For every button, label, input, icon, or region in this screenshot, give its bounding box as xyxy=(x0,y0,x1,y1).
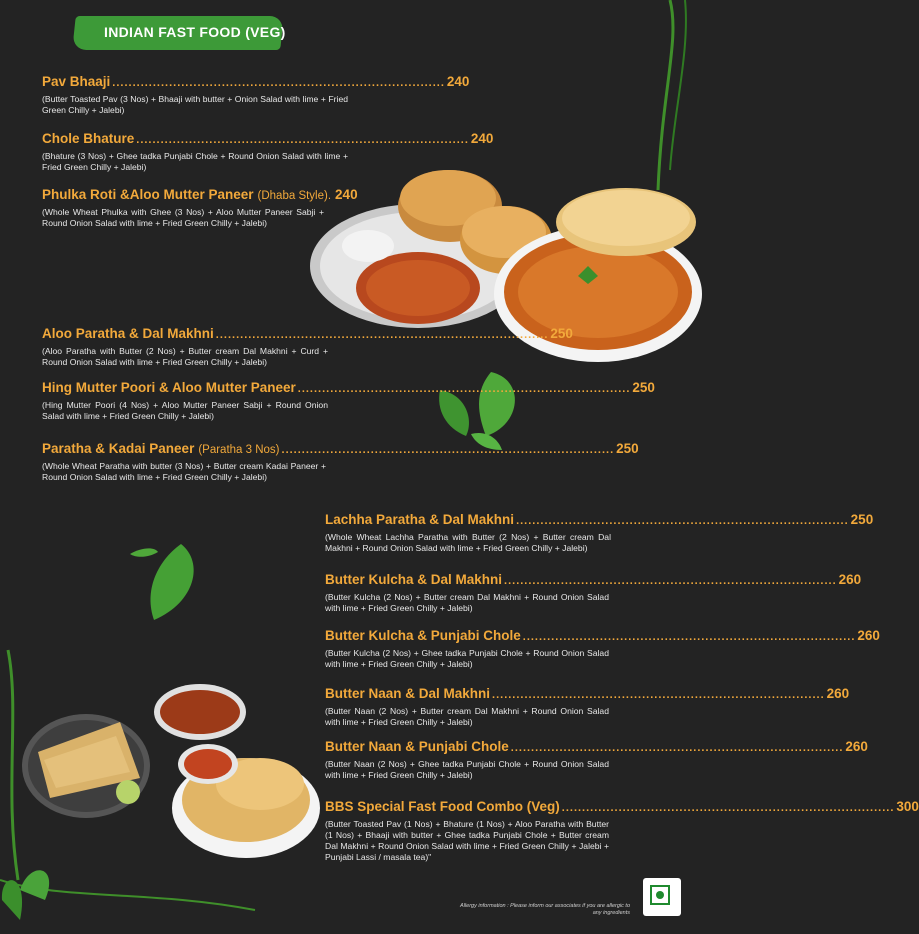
item-description: (Aloo Paratha with Butter (2 Nos) + Butter cream Dal Makhni + Curd + Round Onion Salad with lime + Fried Green Chilly + Jalebi) xyxy=(42,346,328,367)
item-name: Phulka Roti &Aloo Mutter Paneer xyxy=(42,187,254,202)
item-name: Hing Mutter Poori & Aloo Mutter Paneer xyxy=(42,380,296,395)
item-description: (Butter Kulcha (2 Nos) + Ghee tadka Punjabi Chole + Round Onion Salad with lime + Fried Green Chilly + Jalebi) xyxy=(325,648,609,669)
item-name: Butter Naan & Dal Makhni xyxy=(325,686,491,701)
menu-item xyxy=(42,441,639,483)
item-name: Aloo Paratha & Dal Makhni xyxy=(42,326,214,341)
menu-item xyxy=(325,512,874,554)
menu-item xyxy=(325,739,868,781)
allergy-information: Allergy information : Please inform our associates if you are allergic to any ingredients xyxy=(460,903,630,916)
vine-decoration-top-right xyxy=(640,0,700,190)
item-description: (Whole Wheat Phulka with Ghee (3 Nos) + Aloo Mutter Paneer Sabji + Round Onion Salad with lime + Fried Green Chilly + Jalebi) xyxy=(42,207,324,228)
leader-dots: .................................................................................. xyxy=(281,444,615,456)
paratha-dal-makhni-image xyxy=(20,682,305,862)
item-name: Butter Naan & Punjabi Chole xyxy=(325,739,509,754)
item-description: (Hing Mutter Poori (4 Nos) + Aloo Mutter Paneer Sabji + Round Onion Salad with lime + Fried Green Chilly + Jalebi) xyxy=(42,400,328,421)
menu-item xyxy=(42,187,358,229)
item-price: 250 xyxy=(632,380,655,395)
item-price: 240 xyxy=(335,187,358,202)
item-price: 260 xyxy=(845,739,868,754)
menu-item xyxy=(42,74,470,116)
item-description: (Butter Kulcha (2 Nos) + Butter cream Dal Makhni + Round Onion Salad with lime + Fried Green Chilly + Jalebi) xyxy=(325,592,609,613)
leader-dots: .................................................................................. xyxy=(215,329,549,341)
leader-dots: .................................................................................. xyxy=(136,134,469,146)
item-note: (Dhaba Style). xyxy=(257,190,332,202)
leader-dots: .................................................................................. xyxy=(112,77,445,89)
item-description: (Whole Wheat Lachha Paratha with Butter (2 Nos) + Butter cream Dal Makhni + Round Onion Salad with lime + Fried Green Chilly + Jalebi) xyxy=(325,532,611,553)
item-description: (Butter Toasted Pav (3 Nos) + Bhaaji with butter + Onion Salad with lime + Fried Green Chilly + Jalebi) xyxy=(42,94,348,115)
leaf-icon xyxy=(126,540,201,625)
veg-symbol-icon xyxy=(643,878,681,916)
item-description: (Bhature (3 Nos) + Ghee tadka Punjabi Chole + Round Onion Salad with lime + Fried Green Chilly + Jalebi) xyxy=(42,151,348,172)
item-note: (Paratha 3 Nos) xyxy=(198,444,280,456)
menu-item xyxy=(325,628,880,670)
item-price: 240 xyxy=(470,131,494,146)
menu-item xyxy=(42,380,655,422)
item-price: 300 xyxy=(896,799,919,814)
item-name: BBS Special Fast Food Combo (Veg) xyxy=(325,799,560,814)
item-price: 250 xyxy=(616,441,639,456)
leader-dots: .................................................................................. xyxy=(516,515,849,527)
item-price: 250 xyxy=(550,326,573,341)
leader-dots: .................................................................................. xyxy=(297,383,631,395)
menu-item xyxy=(325,686,850,728)
item-price: 260 xyxy=(826,686,850,701)
menu-item xyxy=(325,799,919,863)
item-name: Chole Bhature xyxy=(42,131,135,146)
item-description: (Butter Toasted Pav (1 Nos) + Bhature (1 Nos) + Aloo Paratha with Butter (1 Nos) + Bhaaji with butter + Ghee tadka Punjabi Chole + Butter cream Dal Makhni + Round Onion Salad with lime + Fried Green Chilly + Jalebi + Punjabi Lassi / masala tea)" xyxy=(325,819,609,862)
leader-dots: .................................................................................. xyxy=(510,742,844,754)
item-price: 260 xyxy=(857,628,880,643)
menu-item xyxy=(42,131,494,173)
item-name: Paratha & Kadai Paneer xyxy=(42,441,195,456)
item-description: (Butter Naan (2 Nos) + Ghee tadka Punjabi Chole + Round Onion Salad with lime + Fried Green Chilly + Jalebi) xyxy=(325,759,609,780)
item-name: Lachha Paratha & Dal Makhni xyxy=(325,512,515,527)
menu-item xyxy=(325,572,862,614)
item-description: (Butter Naan (2 Nos) + Butter cream Dal Makhni + Round Onion Salad with lime + Fried Green Chilly + Jalebi) xyxy=(325,706,609,727)
item-price: 240 xyxy=(446,74,470,89)
item-name: Pav Bhaaji xyxy=(42,74,111,89)
item-name: Butter Kulcha & Punjabi Chole xyxy=(325,628,521,643)
page-title: INDIAN FAST FOOD (VEG) xyxy=(104,24,286,40)
item-name: Butter Kulcha & Dal Makhni xyxy=(325,572,503,587)
leader-dots: .................................................................................. xyxy=(522,631,856,643)
leader-dots: .................................................................................. xyxy=(561,802,895,814)
item-price: 250 xyxy=(850,512,874,527)
item-description: (Whole Wheat Paratha with butter (3 Nos) + Butter cream Kadai Paneer + Round Onion Salad with lime + Fried Green Chilly + Jalebi) xyxy=(42,461,326,482)
leader-dots: .................................................................................. xyxy=(492,689,825,701)
leader-dots: .................................................................................. xyxy=(504,575,837,587)
item-price: 260 xyxy=(838,572,862,587)
menu-item xyxy=(42,326,573,368)
